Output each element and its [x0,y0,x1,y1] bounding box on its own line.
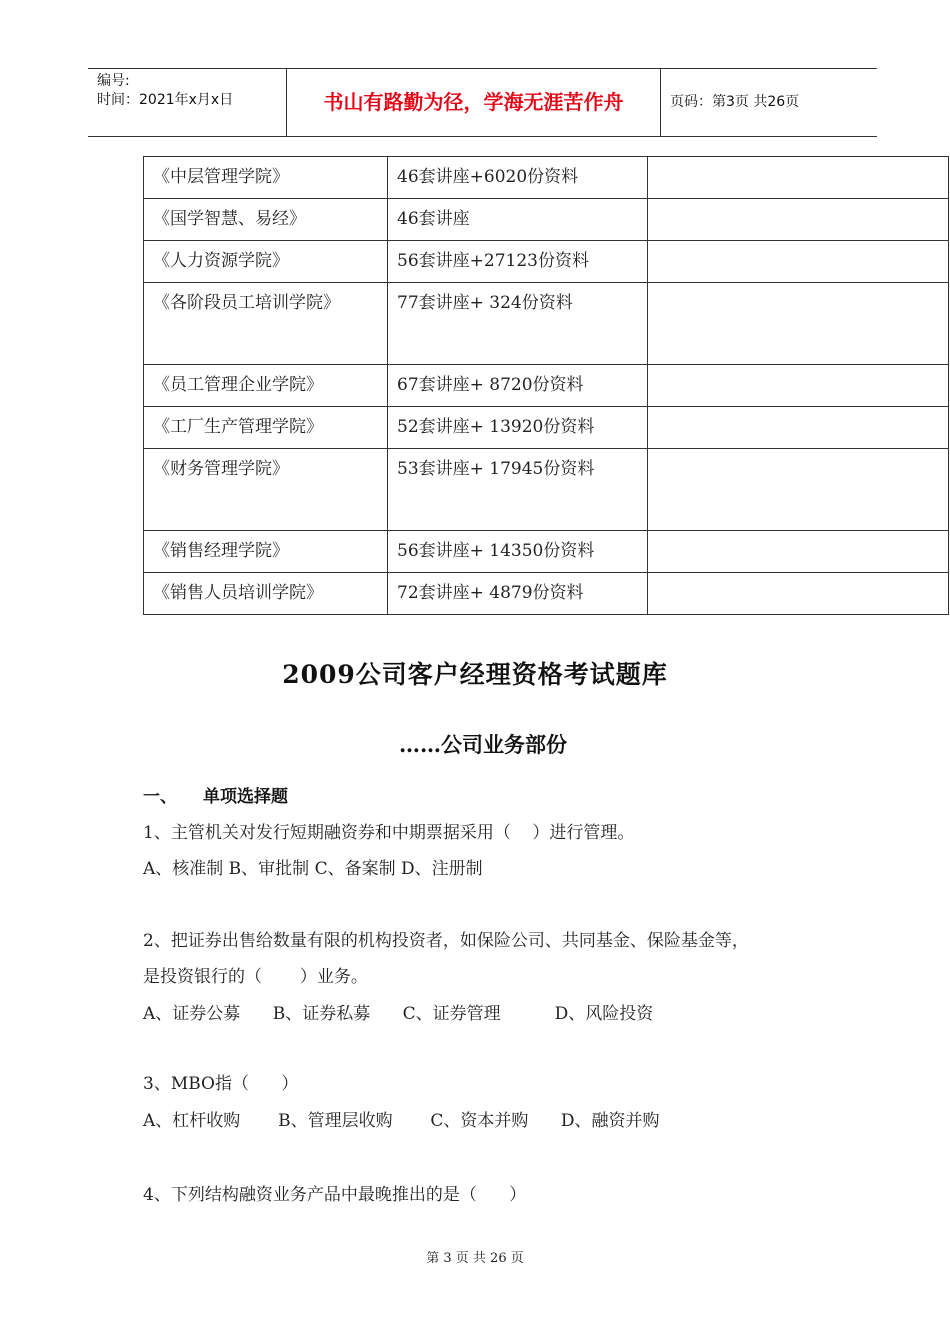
table-cell: 56套讲座+27123份资料 [388,241,648,283]
table-cell: 56套讲座+ 14350份资料 [388,531,648,573]
table-row [144,241,949,283]
question-2-line-2: 是投资银行的（ ）业务。 [143,967,368,987]
section-number: 一、 [143,787,177,807]
header-motto: 书山有路勤为径，学海无涯苦作舟 [287,69,661,136]
table-row [144,365,949,407]
table-cell: 46套讲座 [388,199,648,241]
table-cell [648,157,949,199]
question-1-options: A、核准制 B、审批制 C、备案制 D、注册制 [143,859,483,879]
table-cell: 《人力资源学院》 [144,241,388,283]
table-cell [648,531,949,573]
table-row [144,573,949,615]
table-cell: 《中层管理学院》 [144,157,388,199]
header-number: 编号: [97,73,130,89]
table-cell: 《员工管理企业学院》 [144,365,388,407]
header-meta [88,69,287,136]
table-cell [648,365,949,407]
table-cell: 52套讲座+ 13920份资料 [388,407,648,449]
table-row [144,531,949,573]
table-cell [648,573,949,615]
question-3-options: A、杠杆收购 B、管理层收购 C、资本并购 D、融资并购 [143,1111,660,1131]
table-row [144,407,949,449]
table-cell: 67套讲座+ 8720份资料 [388,365,648,407]
table-cell [648,407,949,449]
table-row [144,449,949,531]
section-heading [143,782,288,807]
question-1: 1、主管机关对发行短期融资券和中期票据采用（ ）进行管理。 [143,823,635,843]
table-cell: 《销售经理学院》 [144,531,388,573]
section-title: 单项选择题 [203,787,288,807]
table-cell: 53套讲座+ 17945份资料 [388,449,648,531]
table-cell: 77套讲座+ 324份资料 [388,283,648,365]
table-cell: 72套讲座+ 4879份资料 [388,573,648,615]
question-2-line-1: 2、把证券出售给数量有限的机构投资者，如保险公司、共同基金、保险基金等， [143,931,749,951]
table-cell: 《各阶段员工培训学院》 [144,283,388,365]
table-cell: 《工厂生产管理学院》 [144,407,388,449]
table-row [144,199,949,241]
header-page-number: 页码：第3页 共26页 [670,94,800,110]
question-4: 4、下列结构融资业务产品中最晚推出的是（ ） [143,1185,527,1205]
table-cell: 《国学智慧、易经》 [144,199,388,241]
document-title: 2009公司客户经理资格考试题库 [282,660,668,689]
table-cell [648,449,949,531]
table-cell [648,241,949,283]
table-cell: 《财务管理学院》 [144,449,388,531]
page-footer: 第 3 页 共 26 页 [426,1251,524,1266]
document-subtitle: ……公司业务部份 [399,732,567,757]
page-header [88,68,877,137]
header-time: 时间：2021年x月x日 [97,92,234,108]
table-cell: 《销售人员培训学院》 [144,573,388,615]
table-row [144,283,949,365]
table-cell: 46套讲座+6020份资料 [388,157,648,199]
table-cell [648,283,949,365]
table-row [144,157,949,199]
table-cell [648,199,949,241]
course-table [143,156,949,615]
question-2-options: A、证券公募 B、证券私募 C、证券管理 D、风险投资 [143,1004,654,1024]
question-3: 3、MBO指（ ） [143,1074,299,1094]
